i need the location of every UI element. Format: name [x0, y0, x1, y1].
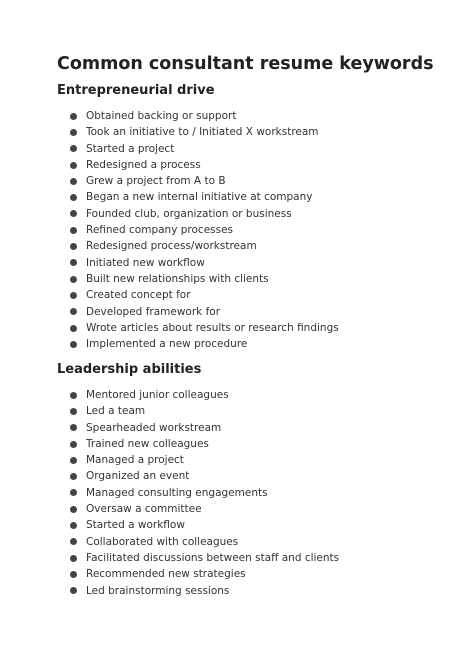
bullet-icon	[70, 571, 77, 578]
page-title: Common consultant resume keywords	[57, 54, 434, 74]
bullet-icon	[70, 522, 77, 529]
list-item: Created concept for	[70, 287, 339, 303]
list-item: Led brainstorming sessions	[70, 583, 339, 599]
list-item: Oversaw a committee	[70, 501, 339, 517]
bullet-icon	[70, 162, 77, 169]
leadership-abilities-list	[70, 387, 339, 599]
list-item: Redesigned a process	[70, 157, 339, 173]
bullet-icon	[70, 473, 77, 480]
list-item: Redesigned process/workstream	[70, 238, 339, 254]
list-item: Recommended new strategies	[70, 566, 339, 582]
list-item: Organized an event	[70, 468, 339, 484]
list-item: Collaborated with colleagues	[70, 534, 339, 550]
list-item: Grew a project from A to B	[70, 173, 339, 189]
entrepreneurial-drive-list	[70, 108, 339, 352]
section-heading-leadership-abilities: Leadership abilities	[57, 362, 202, 377]
bullet-icon	[70, 227, 77, 234]
bullet-icon	[70, 259, 77, 266]
list-item: Implemented a new procedure	[70, 336, 339, 352]
list-item: Initiated new workflow	[70, 255, 339, 271]
bullet-icon	[70, 194, 77, 201]
bullet-icon	[70, 506, 77, 513]
bullet-icon	[70, 243, 77, 250]
bullet-icon	[70, 308, 77, 315]
bullet-icon	[70, 408, 77, 415]
bullet-icon	[70, 555, 77, 562]
bullet-icon	[70, 392, 77, 399]
list-item: Facilitated discussions between staff and clients	[70, 550, 339, 566]
bullet-icon	[70, 210, 77, 217]
section-heading-entrepreneurial-drive: Entrepreneurial drive	[57, 83, 215, 98]
list-item: Started a workflow	[70, 517, 339, 533]
bullet-icon	[70, 292, 77, 299]
bullet-icon	[70, 441, 77, 448]
list-item: Obtained backing or support	[70, 108, 339, 124]
list-item: Trained new colleagues	[70, 436, 339, 452]
list-item: Developed framework for	[70, 304, 339, 320]
bullet-icon	[70, 457, 77, 464]
list-item: Mentored junior colleagues	[70, 387, 339, 403]
bullet-icon	[70, 325, 77, 332]
bullet-icon	[70, 129, 77, 136]
list-item: Wrote articles about results or research findings	[70, 320, 339, 336]
list-item: Started a project	[70, 141, 339, 157]
bullet-icon	[70, 538, 77, 545]
bullet-icon	[70, 587, 77, 594]
list-item: Spearheaded workstream	[70, 420, 339, 436]
bullet-icon	[70, 424, 77, 431]
list-item: Managed consulting engagements	[70, 485, 339, 501]
list-item: Managed a project	[70, 452, 339, 468]
bullet-icon	[70, 178, 77, 185]
list-item: Began a new internal initiative at company	[70, 189, 339, 205]
bullet-icon	[70, 489, 77, 496]
list-item: Led a team	[70, 403, 339, 419]
list-item: Built new relationships with clients	[70, 271, 339, 287]
bullet-icon	[70, 145, 77, 152]
list-item: Founded club, organization or business	[70, 206, 339, 222]
bullet-icon	[70, 276, 77, 283]
bullet-icon	[70, 113, 77, 120]
list-item: Took an initiative to / Initiated X workstream	[70, 124, 339, 140]
bullet-icon	[70, 341, 77, 348]
list-item: Refined company processes	[70, 222, 339, 238]
